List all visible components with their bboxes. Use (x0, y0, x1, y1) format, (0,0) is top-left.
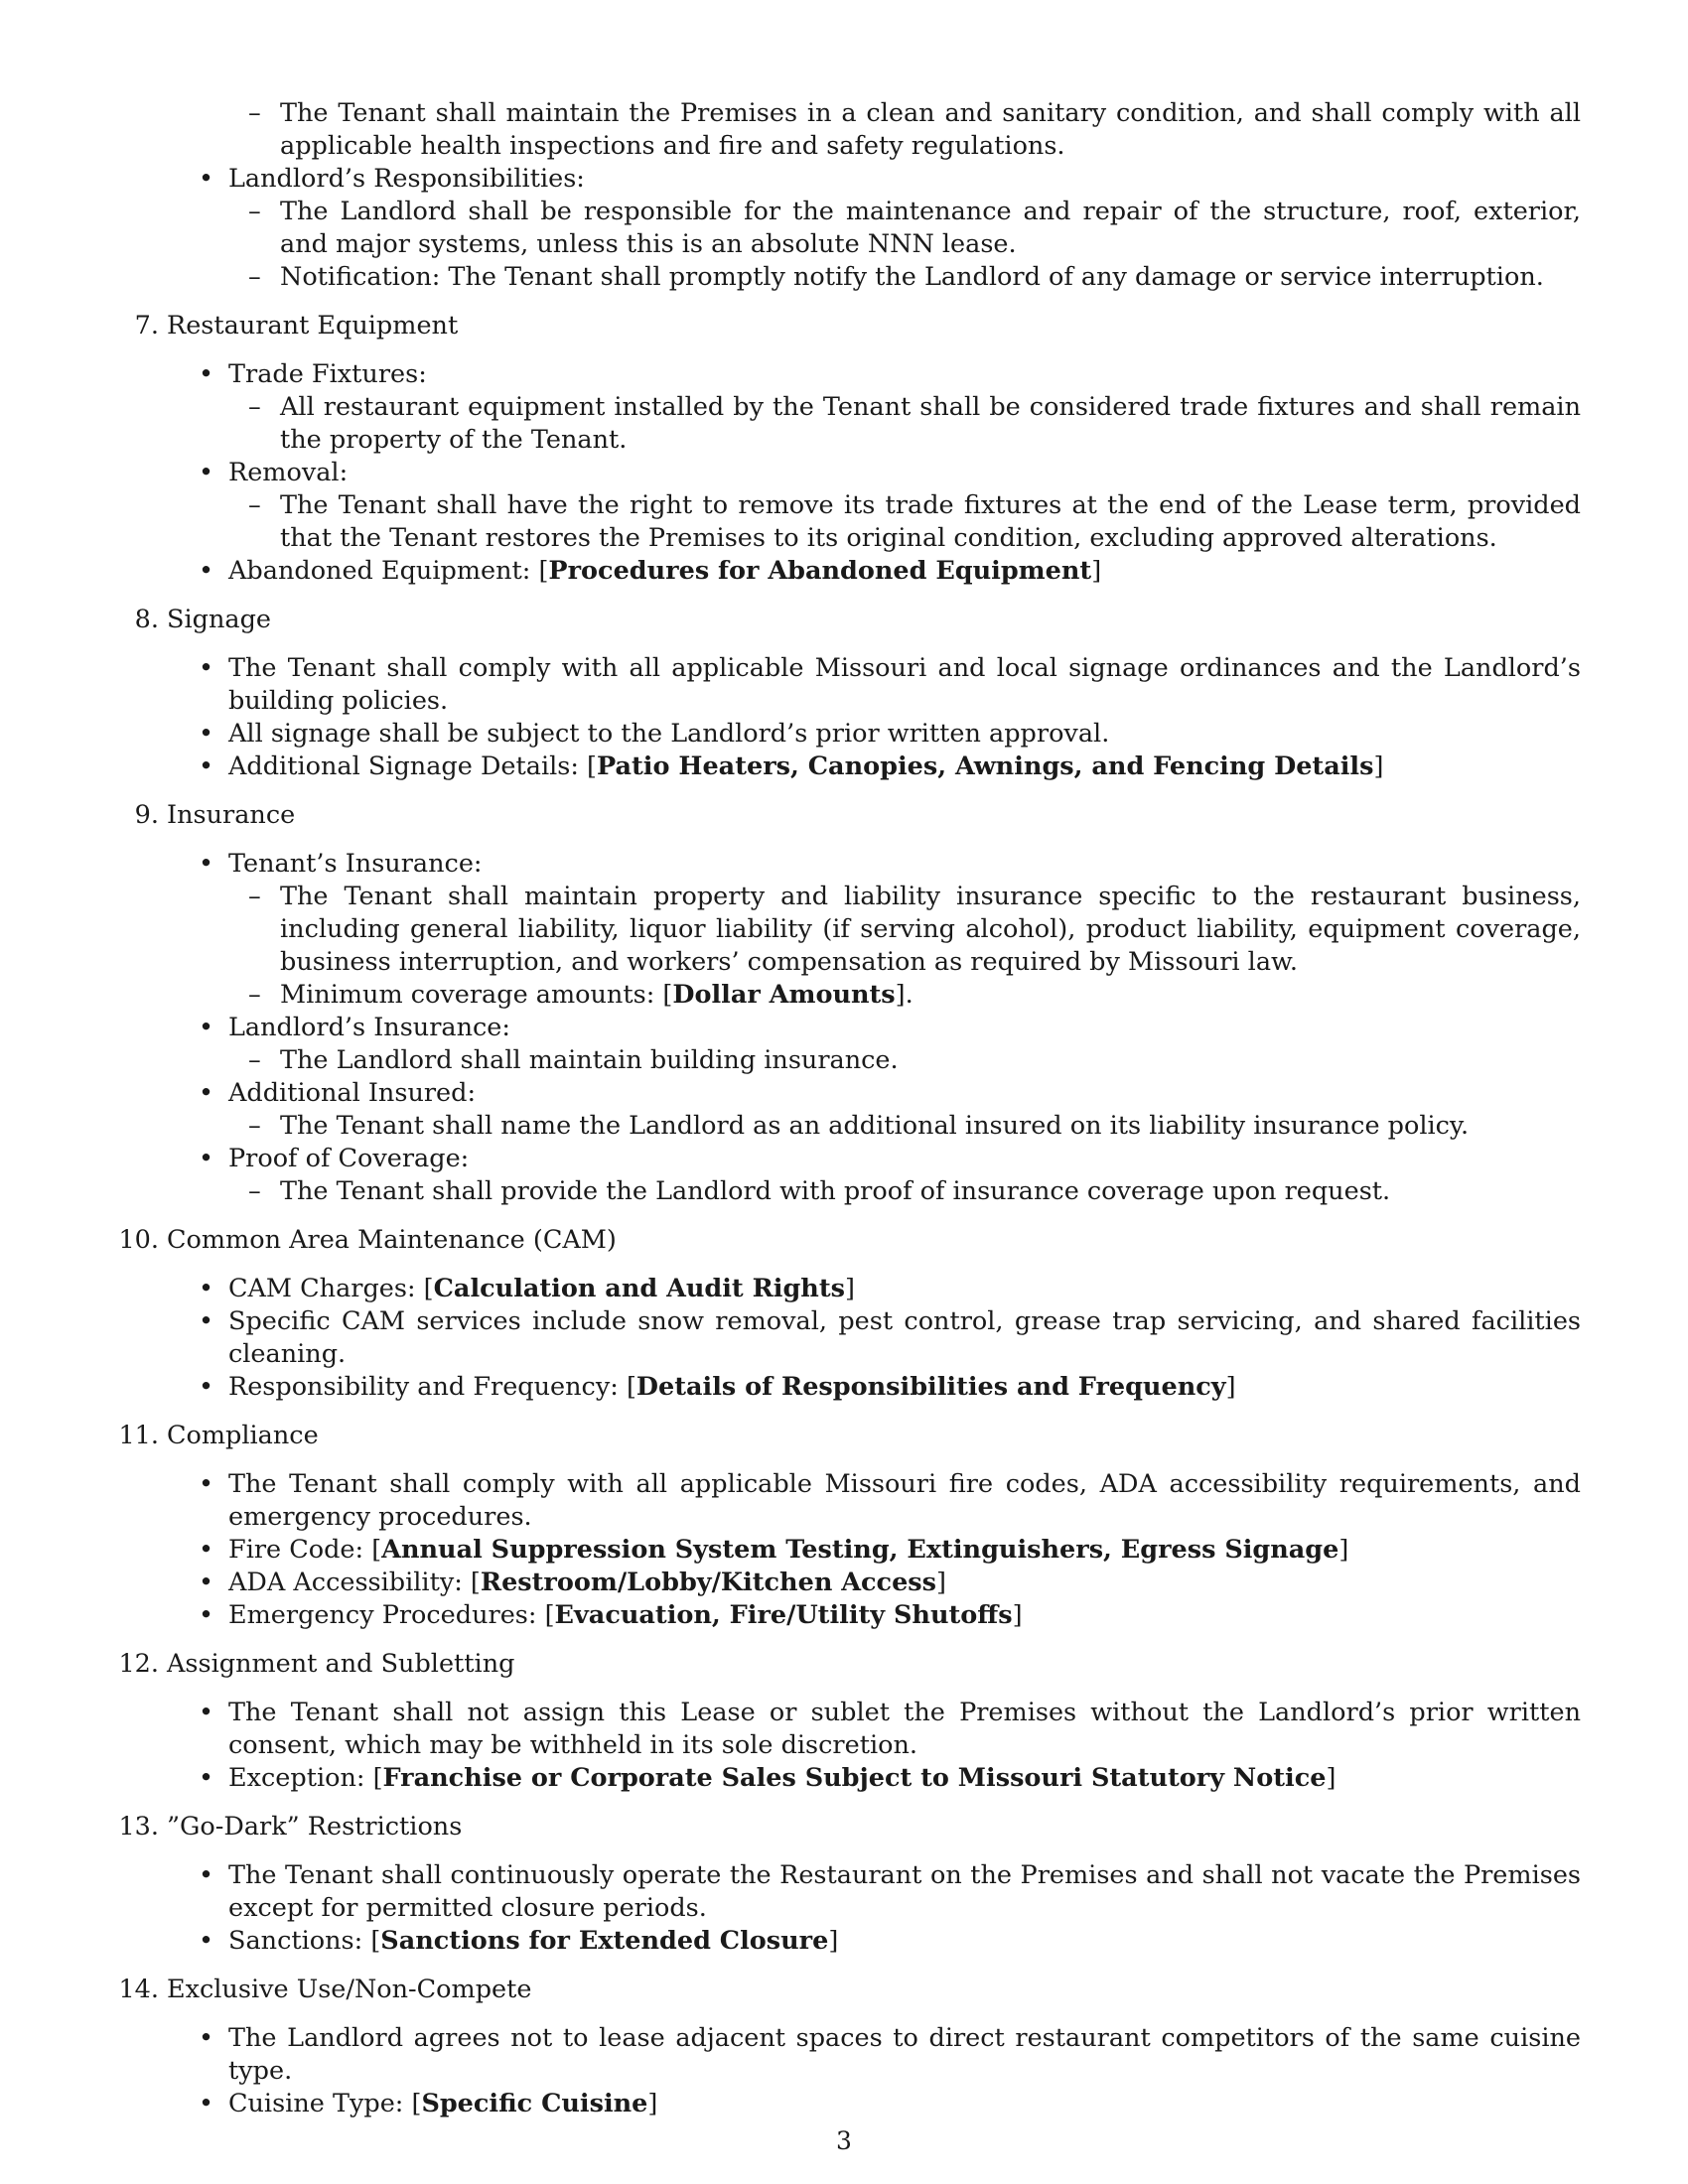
list-item (111, 652, 1581, 718)
bullet-marker: • (199, 751, 214, 781)
trailing-text: . (905, 980, 914, 1010)
dash-marker: – (248, 1045, 261, 1075)
sub-item (111, 1175, 1581, 1208)
item-text: Landlord’s Responsibilities: (228, 164, 585, 194)
item-text: The Tenant shall comply with all applicable Missouri fire codes, ADA accessibility requirements, and emergency procedures. (228, 1469, 1581, 1532)
dash-marker: – (248, 980, 261, 1010)
item-text: Fire Code: (228, 1535, 372, 1565)
close-bracket: ] (1373, 751, 1384, 781)
placeholder-field: Sanctions for Extended Closure (380, 1926, 829, 1956)
section-title: Insurance (167, 800, 296, 830)
list-item (111, 1305, 1581, 1371)
sub-item (111, 489, 1581, 555)
section-heading (111, 1420, 1581, 1452)
dash-marker: – (248, 392, 261, 422)
item-text: Emergency Procedures: (228, 1600, 545, 1630)
list-item (111, 358, 1581, 391)
section-number: 7. (134, 311, 159, 341)
section-title: Signage (167, 605, 271, 634)
close-bracket: ] (828, 1926, 839, 1956)
bullet-marker: • (199, 1013, 214, 1042)
list-item (111, 555, 1581, 588)
sub-item (111, 979, 1581, 1012)
bullet-marker: • (199, 2023, 214, 2053)
item-text: Additional Insured: (228, 1078, 477, 1108)
bullet-marker: • (199, 556, 214, 586)
bullet-marker: • (199, 719, 214, 749)
bullet-marker: • (199, 1763, 214, 1793)
section-title: ”Go-Dark” Restrictions (167, 1812, 463, 1842)
sub-item (111, 261, 1581, 294)
close-bracket: ] (1012, 1600, 1023, 1630)
placeholder-field: Details of Responsibilities and Frequency (635, 1372, 1226, 1402)
section-number: 13. (118, 1812, 159, 1842)
open-bracket: [ (587, 751, 597, 781)
open-bracket: [ (411, 2089, 422, 2118)
document-body (111, 97, 1581, 2120)
bullet-marker: • (199, 2089, 214, 2118)
section-heading (111, 1224, 1581, 1257)
open-bracket: [ (371, 1535, 382, 1565)
dash-marker: – (248, 882, 261, 911)
placeholder-field: Calculation and Audit Rights (433, 1274, 845, 1303)
open-bracket: [ (423, 1274, 434, 1303)
close-bracket: ] (1326, 1763, 1336, 1793)
placeholder-field: Annual Suppression System Testing, Extinguishers, Egress Signage (381, 1535, 1339, 1565)
item-text: The Tenant shall maintain the Premises in a clean and sanitary condition, and shall comply with all applicable health inspections and fire and safety regulations. (280, 98, 1581, 161)
list-item (111, 1697, 1581, 1762)
open-bracket: [ (626, 1372, 636, 1402)
list-item (111, 751, 1581, 783)
bullet-marker: • (199, 1306, 214, 1336)
item-text: Proof of Coverage: (228, 1144, 470, 1173)
item-text: The Tenant shall maintain property and liability insurance specific to the restaurant business, including general liability, liquor liability (if serving alcohol), product liability, equipment coverage, business interruption, and workers’ compensation as required by Missouri law. (280, 882, 1581, 977)
placeholder-field: Dollar Amounts (672, 980, 896, 1010)
bullet-marker: • (199, 1078, 214, 1108)
sub-item (111, 196, 1581, 261)
placeholder-field: Franchise or Corporate Sales Subject to Missouri Statutory Notice (382, 1763, 1327, 1793)
open-bracket: [ (662, 980, 673, 1010)
bullet-marker: • (199, 359, 214, 389)
bullet-marker: • (199, 1600, 214, 1630)
item-text: The Landlord agrees not to lease adjacent spaces to direct restaurant competitors of the same cuisine type. (228, 2023, 1581, 2086)
bullet-marker: • (199, 849, 214, 879)
sub-item (111, 881, 1581, 979)
list-item (111, 163, 1581, 196)
dash-marker: – (248, 262, 261, 292)
section-title: Compliance (167, 1421, 319, 1450)
item-text: Specific CAM services include snow removal, pest control, grease trap servicing, and shared facilities cleaning. (228, 1306, 1581, 1369)
open-bracket: [ (470, 1568, 481, 1597)
section-number: 12. (118, 1649, 159, 1679)
item-text: Trade Fixtures: (228, 359, 427, 389)
list-item (111, 1534, 1581, 1567)
list-item (111, 1859, 1581, 1925)
item-text: The Tenant shall have the right to remove its trade fixtures at the end of the Lease term, provided that the Tenant restores the Premises to its original condition, excluding approved alterations. (280, 490, 1581, 553)
close-bracket: ] (936, 1568, 946, 1597)
item-text: Additional Signage Details: (228, 751, 588, 781)
open-bracket: [ (372, 1763, 383, 1793)
placeholder-field: Patio Heaters, Canopies, Awnings, and Fencing Details (597, 751, 1374, 781)
item-text: The Tenant shall name the Landlord as an additional insured on its liability insurance policy. (280, 1111, 1470, 1141)
item-text: The Tenant shall comply with all applicable Missouri and local signage ordinances and the Landlord’s building policies. (228, 653, 1581, 716)
item-text: Tenant’s Insurance: (228, 849, 483, 879)
bullet-marker: • (199, 653, 214, 683)
section-title: Exclusive Use/Non-Compete (167, 1975, 532, 2004)
list-item (111, 1012, 1581, 1044)
list-item (111, 1273, 1581, 1305)
open-bracket: [ (370, 1926, 381, 1956)
list-item (111, 1762, 1581, 1795)
sub-item (111, 1110, 1581, 1143)
list-item (111, 1143, 1581, 1175)
list-item (111, 1599, 1581, 1632)
dash-marker: – (248, 490, 261, 520)
section-heading (111, 310, 1581, 342)
close-bracket: ] (895, 980, 906, 1010)
open-bracket: [ (544, 1600, 555, 1630)
list-item (111, 457, 1581, 489)
page-number: 3 (836, 2126, 852, 2155)
list-item (111, 1468, 1581, 1534)
section-heading (111, 1811, 1581, 1843)
dash-marker: – (248, 197, 261, 226)
item-text: All signage shall be subject to the Landlord’s prior written approval. (228, 719, 1110, 749)
dash-marker: – (248, 98, 261, 128)
item-text: Exception: (228, 1763, 373, 1793)
bullet-marker: • (199, 1535, 214, 1565)
bullet-marker: • (199, 1698, 214, 1727)
item-text: ADA Accessibility: (228, 1568, 471, 1597)
bullet-marker: • (199, 1372, 214, 1402)
section-title: Restaurant Equipment (167, 311, 459, 341)
list-item (111, 848, 1581, 881)
section-heading (111, 1974, 1581, 2006)
item-text: The Tenant shall continuously operate the Restaurant on the Premises and shall not vacate the Premises except for permitted closure periods. (228, 1860, 1581, 1923)
item-text: CAM Charges: (228, 1274, 424, 1303)
placeholder-field: Procedures for Abandoned Equipment (548, 556, 1092, 586)
sub-item (111, 97, 1581, 163)
placeholder-field: Evacuation, Fire/Utility Shutoffs (554, 1600, 1013, 1630)
bullet-marker: • (199, 1568, 214, 1597)
sub-item (111, 1044, 1581, 1077)
bullet-marker: • (199, 1274, 214, 1303)
section-number: 8. (134, 605, 159, 634)
placeholder-field: Restroom/Lobby/Kitchen Access (480, 1568, 937, 1597)
bullet-marker: • (199, 1144, 214, 1173)
section-number: 11. (118, 1421, 159, 1450)
item-text: The Tenant shall provide the Landlord with proof of insurance coverage upon request. (280, 1176, 1391, 1206)
list-item (111, 2022, 1581, 2088)
item-text: Cuisine Type: (228, 2089, 412, 2118)
bullet-marker: • (199, 1860, 214, 1890)
list-item (111, 1371, 1581, 1404)
item-text: The Tenant shall not assign this Lease or sublet the Premises without the Landlord’s prior written consent, which may be withheld in its sole discretion. (228, 1698, 1581, 1760)
bullet-marker: • (199, 164, 214, 194)
dash-marker: – (248, 1111, 261, 1141)
section-heading (111, 1648, 1581, 1681)
bullet-marker: • (199, 1926, 214, 1956)
section-heading (111, 604, 1581, 636)
item-text: Removal: (228, 458, 349, 487)
bullet-marker: • (199, 458, 214, 487)
list-item (111, 1925, 1581, 1958)
section-title: Assignment and Subletting (167, 1649, 515, 1679)
list-item (111, 1077, 1581, 1110)
list-item (111, 718, 1581, 751)
item-text: Minimum coverage amounts: (280, 980, 663, 1010)
item-text: Landlord’s Insurance: (228, 1013, 510, 1042)
close-bracket: ] (1338, 1535, 1349, 1565)
item-text: Notification: The Tenant shall promptly notify the Landlord of any damage or service interruption. (280, 262, 1544, 292)
open-bracket: [ (538, 556, 549, 586)
section-number: 9. (134, 800, 159, 830)
dash-marker: – (248, 1176, 261, 1206)
list-item (111, 2088, 1581, 2120)
item-text: All restaurant equipment installed by the Tenant shall be considered trade fixtures and shall remain the property of the Tenant. (280, 392, 1581, 455)
bullet-marker: • (199, 1469, 214, 1499)
section-number: 10. (118, 1225, 159, 1255)
list-item (111, 1567, 1581, 1599)
item-text: Responsibility and Frequency: (228, 1372, 627, 1402)
section-title: Common Area Maintenance (CAM) (167, 1225, 617, 1255)
close-bracket: ] (647, 2089, 658, 2118)
section-heading (111, 799, 1581, 832)
close-bracket: ] (1091, 556, 1102, 586)
item-text: The Landlord shall maintain building insurance. (280, 1045, 899, 1075)
sub-item (111, 391, 1581, 457)
item-text: Sanctions: (228, 1926, 371, 1956)
item-text: The Landlord shall be responsible for the maintenance and repair of the structure, roof, exterior, and major systems, unless this is an absolute NNN lease. (280, 197, 1581, 259)
item-text: Abandoned Equipment: (228, 556, 539, 586)
close-bracket: ] (844, 1274, 855, 1303)
close-bracket: ] (1225, 1372, 1236, 1402)
placeholder-field: Specific Cuisine (421, 2089, 648, 2118)
section-number: 14. (118, 1975, 159, 2004)
